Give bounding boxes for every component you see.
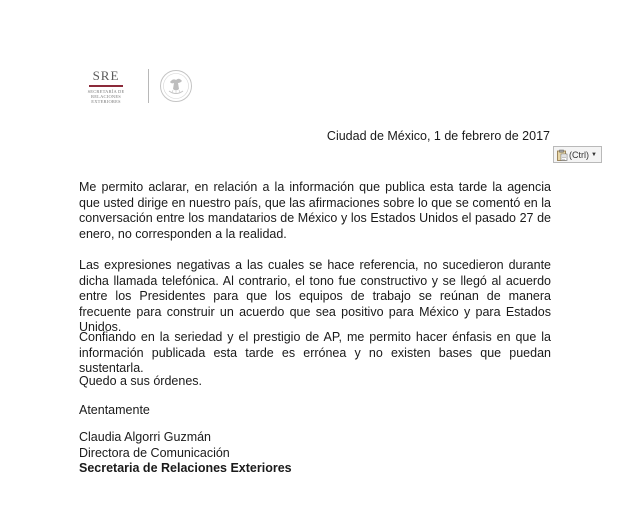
letterhead-divider — [148, 69, 149, 103]
letter-date: Ciudad de México, 1 de febrero de 2017 — [326, 129, 550, 143]
chevron-down-icon: ▼ — [591, 151, 597, 158]
signatory-name: Claudia Algorri Guzmán — [79, 430, 212, 444]
signature-block — [79, 430, 292, 477]
body-paragraph-2: Las expresiones negativas a las cuales se hace referencia, no sucedieron durante dicha llamada telefónica. Al contrario, el tono fue constructivo y se llegó al acuerdo entre los Presidentes para que los equipos de trabajo se reúnan de manera frecuente para construir un acuerdo que sea positivo para México y para Estados Unidos. — [79, 258, 551, 334]
sre-logo-underline — [89, 85, 123, 87]
closing-line: Quedo a sus órdenes. — [79, 374, 202, 388]
body-paragraph-1: Me permito aclarar, en relación a la información que publica esta tarde la agencia que usted dirige en nuestro país, que las afirmaciones sobre lo que se comentó en la conversación entre los mandatarios de México y los Estados Unidos el pasado 27 de enero, no corresponden a la realidad. — [79, 180, 551, 241]
signatory-title: Directora de Comunicación — [79, 445, 230, 460]
clipboard-icon — [556, 149, 568, 161]
paste-options-label: (Ctrl) — [569, 149, 589, 160]
sre-wordmark: SRE — [92, 67, 120, 83]
signatory-organization: Secretaria de Relaciones Exteriores — [79, 461, 292, 475]
sre-subtitle-line2: RELACIONES EXTERIORES — [91, 93, 121, 104]
paste-options-button[interactable] — [553, 146, 602, 163]
sre-logo — [76, 69, 136, 104]
mexican-coat-of-arms-icon — [159, 69, 193, 103]
letterhead — [76, 66, 193, 106]
sre-subtitle-line1: SECRETARÍA DE — [87, 88, 125, 94]
regards-line: Atentamente — [79, 403, 150, 417]
body-paragraph-3: Confiando en la seriedad y el prestigio de AP, me permito hacer énfasis en que la información publicada esta tarde es errónea y no existen bases que puedan sustentarla. — [79, 330, 551, 375]
